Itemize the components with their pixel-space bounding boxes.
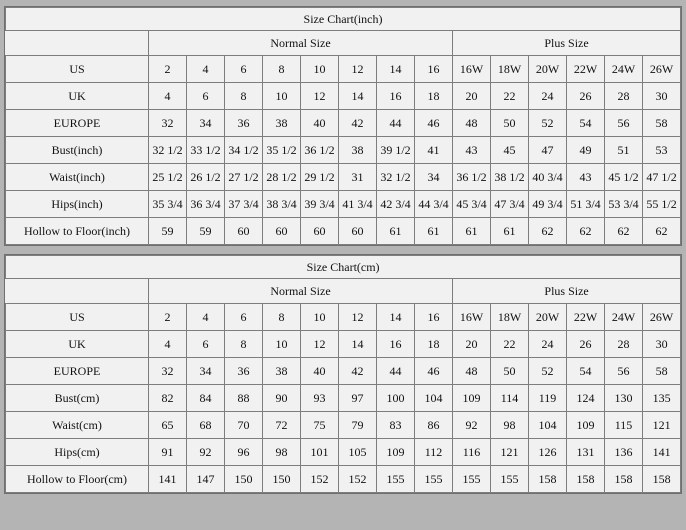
cell: 22 bbox=[491, 331, 529, 358]
cell: 47 3/4 bbox=[491, 191, 529, 218]
cell: 36 3/4 bbox=[187, 191, 225, 218]
cell: 4 bbox=[187, 56, 225, 83]
cell: 32 bbox=[149, 358, 187, 385]
cell: 39 3/4 bbox=[301, 191, 339, 218]
cell: 38 bbox=[339, 137, 377, 164]
cell: 42 3/4 bbox=[377, 191, 415, 218]
cell: 82 bbox=[149, 385, 187, 412]
cell: 65 bbox=[149, 412, 187, 439]
cell: 50 bbox=[491, 358, 529, 385]
cell: 41 3/4 bbox=[339, 191, 377, 218]
cell: 60 bbox=[225, 218, 263, 245]
chart-group-row bbox=[6, 31, 681, 56]
cell: 20W bbox=[529, 304, 567, 331]
cell: 34 1/2 bbox=[225, 137, 263, 164]
cell: 36 bbox=[225, 358, 263, 385]
table-row bbox=[6, 466, 681, 493]
cell: 16 bbox=[377, 83, 415, 110]
cell: 28 bbox=[605, 331, 643, 358]
table-row bbox=[6, 83, 681, 110]
cell: 121 bbox=[643, 412, 681, 439]
cell: 55 1/2 bbox=[643, 191, 681, 218]
cell: 61 bbox=[491, 218, 529, 245]
cell: 52 bbox=[529, 358, 567, 385]
cell: 158 bbox=[643, 466, 681, 493]
cell: 27 1/2 bbox=[225, 164, 263, 191]
cell: 37 3/4 bbox=[225, 191, 263, 218]
table-row bbox=[6, 56, 681, 83]
cell: 14 bbox=[339, 331, 377, 358]
cell: 116 bbox=[453, 439, 491, 466]
cell: 109 bbox=[453, 385, 491, 412]
cell: 16 bbox=[377, 331, 415, 358]
chart-title-row bbox=[6, 256, 681, 279]
cell: 136 bbox=[605, 439, 643, 466]
cell: 2 bbox=[149, 304, 187, 331]
cell: 24 bbox=[529, 331, 567, 358]
cell: 36 1/2 bbox=[453, 164, 491, 191]
cell: 152 bbox=[301, 466, 339, 493]
cell: 38 3/4 bbox=[263, 191, 301, 218]
cell: 4 bbox=[149, 331, 187, 358]
cell: 30 bbox=[643, 331, 681, 358]
cell: 38 1/2 bbox=[491, 164, 529, 191]
group-row-spacer bbox=[6, 279, 149, 304]
cell: 26W bbox=[643, 56, 681, 83]
cell: 44 bbox=[377, 358, 415, 385]
cell: 4 bbox=[149, 83, 187, 110]
group-normal-size: Normal Size bbox=[149, 31, 453, 56]
cell: 141 bbox=[643, 439, 681, 466]
cell: 121 bbox=[491, 439, 529, 466]
cell: 12 bbox=[301, 331, 339, 358]
chart-title: Size Chart(inch) bbox=[6, 8, 681, 31]
cell: 6 bbox=[187, 83, 225, 110]
cell: 54 bbox=[567, 110, 605, 137]
cell: 44 3/4 bbox=[415, 191, 453, 218]
cell: 34 bbox=[415, 164, 453, 191]
cell: 93 bbox=[301, 385, 339, 412]
cell: 43 bbox=[453, 137, 491, 164]
cell: 39 1/2 bbox=[377, 137, 415, 164]
cell: 152 bbox=[339, 466, 377, 493]
row-label: Hips(inch) bbox=[6, 191, 149, 218]
row-label: Bust(inch) bbox=[6, 137, 149, 164]
row-label: Hollow to Floor(cm) bbox=[6, 466, 149, 493]
row-label: Waist(inch) bbox=[6, 164, 149, 191]
cell: 18W bbox=[491, 56, 529, 83]
cell: 46 bbox=[415, 110, 453, 137]
cell: 150 bbox=[225, 466, 263, 493]
cell: 8 bbox=[225, 331, 263, 358]
cell: 24W bbox=[605, 304, 643, 331]
cell: 58 bbox=[643, 358, 681, 385]
cell: 155 bbox=[453, 466, 491, 493]
chart-title: Size Chart(cm) bbox=[6, 256, 681, 279]
cell: 8 bbox=[225, 83, 263, 110]
cell: 130 bbox=[605, 385, 643, 412]
cell: 70 bbox=[225, 412, 263, 439]
cell: 86 bbox=[415, 412, 453, 439]
cell: 40 3/4 bbox=[529, 164, 567, 191]
group-normal-size: Normal Size bbox=[149, 279, 453, 304]
cell: 62 bbox=[643, 218, 681, 245]
cell: 28 1/2 bbox=[263, 164, 301, 191]
table-row bbox=[6, 164, 681, 191]
cell: 104 bbox=[415, 385, 453, 412]
cell: 22 bbox=[491, 83, 529, 110]
cell: 33 1/2 bbox=[187, 137, 225, 164]
cell: 98 bbox=[263, 439, 301, 466]
cell: 84 bbox=[187, 385, 225, 412]
cell: 22W bbox=[567, 304, 605, 331]
cell: 34 bbox=[187, 110, 225, 137]
cell: 158 bbox=[605, 466, 643, 493]
cell: 32 1/2 bbox=[149, 137, 187, 164]
cell: 54 bbox=[567, 358, 605, 385]
cell: 155 bbox=[377, 466, 415, 493]
cell: 20 bbox=[453, 331, 491, 358]
cell: 119 bbox=[529, 385, 567, 412]
cell: 62 bbox=[529, 218, 567, 245]
cell: 24 bbox=[529, 83, 567, 110]
cell: 150 bbox=[263, 466, 301, 493]
group-plus-size: Plus Size bbox=[453, 279, 681, 304]
cell: 62 bbox=[567, 218, 605, 245]
cell: 61 bbox=[453, 218, 491, 245]
table-row bbox=[6, 218, 681, 245]
cell: 20 bbox=[453, 83, 491, 110]
cell: 60 bbox=[301, 218, 339, 245]
row-label: Hips(cm) bbox=[6, 439, 149, 466]
cell: 91 bbox=[149, 439, 187, 466]
chart-title-row bbox=[6, 8, 681, 31]
cell: 126 bbox=[529, 439, 567, 466]
size-chart-cm bbox=[4, 254, 682, 494]
cell: 47 1/2 bbox=[643, 164, 681, 191]
cell: 56 bbox=[605, 358, 643, 385]
group-row-spacer bbox=[6, 31, 149, 56]
cell: 88 bbox=[225, 385, 263, 412]
cell: 59 bbox=[187, 218, 225, 245]
cell: 16 bbox=[415, 304, 453, 331]
cell: 12 bbox=[339, 304, 377, 331]
cell: 14 bbox=[339, 83, 377, 110]
cell: 6 bbox=[225, 56, 263, 83]
table-row bbox=[6, 110, 681, 137]
cell: 26W bbox=[643, 304, 681, 331]
cell: 8 bbox=[263, 56, 301, 83]
cell: 40 bbox=[301, 358, 339, 385]
cell: 50 bbox=[491, 110, 529, 137]
row-label: Bust(cm) bbox=[6, 385, 149, 412]
table-row bbox=[6, 191, 681, 218]
cell: 45 bbox=[491, 137, 529, 164]
cell: 16 bbox=[415, 56, 453, 83]
cell: 28 bbox=[605, 83, 643, 110]
cell: 26 1/2 bbox=[187, 164, 225, 191]
row-label: EUROPE bbox=[6, 110, 149, 137]
row-label: US bbox=[6, 56, 149, 83]
cell: 60 bbox=[339, 218, 377, 245]
cell: 53 3/4 bbox=[605, 191, 643, 218]
cell: 61 bbox=[415, 218, 453, 245]
cell: 16W bbox=[453, 56, 491, 83]
cell: 26 bbox=[567, 83, 605, 110]
group-plus-size: Plus Size bbox=[453, 31, 681, 56]
cell: 155 bbox=[415, 466, 453, 493]
table-row bbox=[6, 412, 681, 439]
cell: 18 bbox=[415, 331, 453, 358]
cell: 10 bbox=[301, 304, 339, 331]
cell: 22W bbox=[567, 56, 605, 83]
cell: 32 bbox=[149, 110, 187, 137]
cell: 100 bbox=[377, 385, 415, 412]
cell: 34 bbox=[187, 358, 225, 385]
cell: 2 bbox=[149, 56, 187, 83]
cell: 51 bbox=[605, 137, 643, 164]
cell: 48 bbox=[453, 358, 491, 385]
cell: 18W bbox=[491, 304, 529, 331]
cell: 58 bbox=[643, 110, 681, 137]
cell: 46 bbox=[415, 358, 453, 385]
cell: 59 bbox=[149, 218, 187, 245]
cell: 43 bbox=[567, 164, 605, 191]
cell: 45 1/2 bbox=[605, 164, 643, 191]
cell: 79 bbox=[339, 412, 377, 439]
cell: 97 bbox=[339, 385, 377, 412]
cell: 68 bbox=[187, 412, 225, 439]
cell: 96 bbox=[225, 439, 263, 466]
cell: 92 bbox=[187, 439, 225, 466]
cell: 147 bbox=[187, 466, 225, 493]
cell: 42 bbox=[339, 358, 377, 385]
cell: 36 bbox=[225, 110, 263, 137]
cell: 4 bbox=[187, 304, 225, 331]
cell: 131 bbox=[567, 439, 605, 466]
chart-group-row bbox=[6, 279, 681, 304]
cell: 92 bbox=[453, 412, 491, 439]
row-label: UK bbox=[6, 331, 149, 358]
cell: 72 bbox=[263, 412, 301, 439]
cell: 31 bbox=[339, 164, 377, 191]
table-row bbox=[6, 137, 681, 164]
cell: 30 bbox=[643, 83, 681, 110]
cell: 52 bbox=[529, 110, 567, 137]
cell: 6 bbox=[225, 304, 263, 331]
cell: 26 bbox=[567, 331, 605, 358]
cell: 105 bbox=[339, 439, 377, 466]
cell: 44 bbox=[377, 110, 415, 137]
table-row bbox=[6, 358, 681, 385]
cell: 36 1/2 bbox=[301, 137, 339, 164]
cell: 20W bbox=[529, 56, 567, 83]
row-label: US bbox=[6, 304, 149, 331]
cell: 114 bbox=[491, 385, 529, 412]
cell: 32 1/2 bbox=[377, 164, 415, 191]
cell: 49 3/4 bbox=[529, 191, 567, 218]
cell: 8 bbox=[263, 304, 301, 331]
cell: 98 bbox=[491, 412, 529, 439]
cell: 41 bbox=[415, 137, 453, 164]
cell: 38 bbox=[263, 358, 301, 385]
cell: 155 bbox=[491, 466, 529, 493]
cell: 38 bbox=[263, 110, 301, 137]
row-label: Waist(cm) bbox=[6, 412, 149, 439]
cell: 60 bbox=[263, 218, 301, 245]
cell: 49 bbox=[567, 137, 605, 164]
cell: 124 bbox=[567, 385, 605, 412]
row-label: EUROPE bbox=[6, 358, 149, 385]
cell: 12 bbox=[301, 83, 339, 110]
cell: 14 bbox=[377, 304, 415, 331]
cell: 40 bbox=[301, 110, 339, 137]
cell: 16W bbox=[453, 304, 491, 331]
cell: 112 bbox=[415, 439, 453, 466]
cell: 47 bbox=[529, 137, 567, 164]
size-chart-cm-table bbox=[5, 255, 681, 493]
cell: 29 1/2 bbox=[301, 164, 339, 191]
table-row bbox=[6, 439, 681, 466]
cell: 56 bbox=[605, 110, 643, 137]
cell: 35 1/2 bbox=[263, 137, 301, 164]
cell: 12 bbox=[339, 56, 377, 83]
cell: 109 bbox=[377, 439, 415, 466]
row-label: UK bbox=[6, 83, 149, 110]
cell: 104 bbox=[529, 412, 567, 439]
cell: 62 bbox=[605, 218, 643, 245]
cell: 18 bbox=[415, 83, 453, 110]
cell: 158 bbox=[567, 466, 605, 493]
table-row bbox=[6, 331, 681, 358]
cell: 6 bbox=[187, 331, 225, 358]
cell: 158 bbox=[529, 466, 567, 493]
cell: 35 3/4 bbox=[149, 191, 187, 218]
cell: 45 3/4 bbox=[453, 191, 491, 218]
cell: 53 bbox=[643, 137, 681, 164]
table-row bbox=[6, 304, 681, 331]
cell: 25 1/2 bbox=[149, 164, 187, 191]
cell: 83 bbox=[377, 412, 415, 439]
cell: 42 bbox=[339, 110, 377, 137]
cell: 135 bbox=[643, 385, 681, 412]
cell: 115 bbox=[605, 412, 643, 439]
cell: 10 bbox=[263, 331, 301, 358]
cell: 141 bbox=[149, 466, 187, 493]
cell: 101 bbox=[301, 439, 339, 466]
cell: 90 bbox=[263, 385, 301, 412]
cell: 61 bbox=[377, 218, 415, 245]
cell: 14 bbox=[377, 56, 415, 83]
size-chart-inch bbox=[4, 6, 682, 246]
cell: 48 bbox=[453, 110, 491, 137]
cell: 24W bbox=[605, 56, 643, 83]
row-label: Hollow to Floor(inch) bbox=[6, 218, 149, 245]
cell: 10 bbox=[263, 83, 301, 110]
size-chart-inch-table bbox=[5, 7, 681, 245]
table-row bbox=[6, 385, 681, 412]
cell: 10 bbox=[301, 56, 339, 83]
cell: 51 3/4 bbox=[567, 191, 605, 218]
cell: 75 bbox=[301, 412, 339, 439]
cell: 109 bbox=[567, 412, 605, 439]
